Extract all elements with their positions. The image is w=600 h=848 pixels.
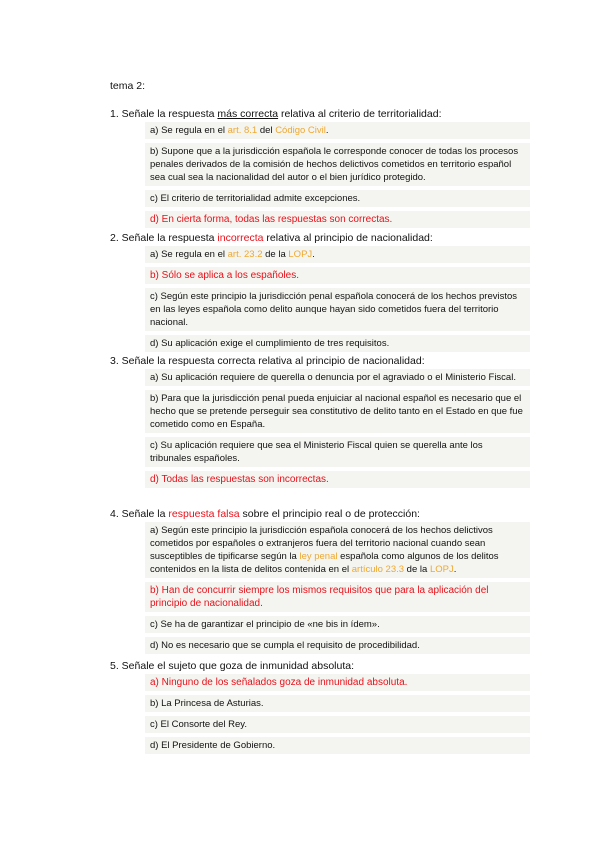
answer-option-a: a) Se regula en el art. 23.2 de la LOPJ.	[145, 246, 530, 263]
answer-list	[145, 246, 530, 352]
question-text: 4. Señale la respuesta falsa sobre el principio real o de protección:	[110, 508, 420, 520]
page-title: tema 2:	[110, 80, 146, 92]
answer-option-a: a) Se regula en el art. 8.1 del Código Civil.	[145, 122, 530, 139]
emphasis-text: incorrecta	[217, 232, 264, 244]
emphasis-text: más correcta	[217, 108, 279, 120]
answer-option-c: c) El Consorte del Rey.	[145, 716, 530, 733]
answer-option-a: a) Su aplicación requiere de querella o denuncia por el agraviado o el Ministerio Fiscal.	[145, 369, 530, 386]
question-1	[110, 108, 530, 232]
answer-option-b: b) Para que la jurisdicción penal pueda enjuiciar al nacional español es necesario que el hecho que se pretende perseguir sea constitutivo de delito tanto en el Estado en que fue cometido como en España.	[145, 390, 530, 433]
question-text: 1. Señale la respuesta más correcta relativa al criterio de territorialidad:	[110, 108, 442, 120]
answer-option-c: c) El criterio de territorialidad admite excepciones.	[145, 190, 530, 207]
answer-list	[145, 122, 530, 228]
question-3	[110, 355, 530, 492]
answer-option-d: d) El Presidente de Gobierno.	[145, 737, 530, 754]
answer-option-c: c) Se ha de garantizar el principio de «ne bis in ídem».	[145, 616, 530, 633]
answer-list	[145, 674, 530, 754]
question-2	[110, 232, 530, 356]
question-text: 5. Señale el sujeto que goza de inmunidad absoluta:	[110, 660, 355, 672]
question-4	[110, 508, 530, 658]
question-5	[110, 660, 530, 758]
answer-option-b-correct: b) Sólo se aplica a los españoles.	[145, 267, 530, 284]
answer-option-d-correct: d) Todas las respuestas son incorrectas.	[145, 471, 530, 488]
answer-option-a-correct: a) Ninguno de los señalados goza de inmunidad absoluta.	[145, 674, 530, 691]
answer-list	[145, 369, 530, 488]
question-text: 3. Señale la respuesta correcta relativa al principio de nacionalidad:	[110, 355, 425, 367]
answer-option-b: b) La Princesa de Asturias.	[145, 695, 530, 712]
answer-option-b-correct: b) Han de concurrir siempre los mismos requisitos que para la aplicación del principio de nacionalidad.	[145, 582, 530, 612]
answer-option-c: c) Según este principio la jurisdicción penal española conocerá de los hechos previstos en las leyes española como delito aunque hayan sido cometidos fuera del territorio nacional.	[145, 288, 530, 331]
answer-option-d-correct: d) En cierta forma, todas las respuestas son correctas.	[145, 211, 530, 228]
answer-list	[145, 522, 530, 654]
answer-option-d: d) No es necesario que se cumpla el requisito de procedibilidad.	[145, 637, 530, 654]
emphasis-text: respuesta falsa	[168, 508, 240, 520]
answer-option-a: a) Según este principio la jurisdicción española conocerá de los hechos delictivos cometidos por españoles o extranjeros fuera del territorio nacional cuando sean susceptibles de tipificarse según la ley penal española como algunos de los delitos contenidos en la lista de delitos contenida en el artículo 23.3 de la LOPJ.	[145, 522, 530, 578]
answer-option-d: d) Su aplicación exige el cumplimiento de tres requisitos.	[145, 335, 530, 352]
answer-option-b: b) Supone que a la jurisdicción española le corresponde conocer de todas los procesos penales derivados de la comisión de hechos delictivos cometidos en territorio español sea cual sea la nacionalidad del autor o el bien jurídico protegido.	[145, 143, 530, 186]
question-text: 2. Señale la respuesta incorrecta relativa al principio de nacionalidad:	[110, 232, 433, 244]
answer-option-c: c) Su aplicación requiere que sea el Ministerio Fiscal quien se querella ante los tribunales españoles.	[145, 437, 530, 467]
